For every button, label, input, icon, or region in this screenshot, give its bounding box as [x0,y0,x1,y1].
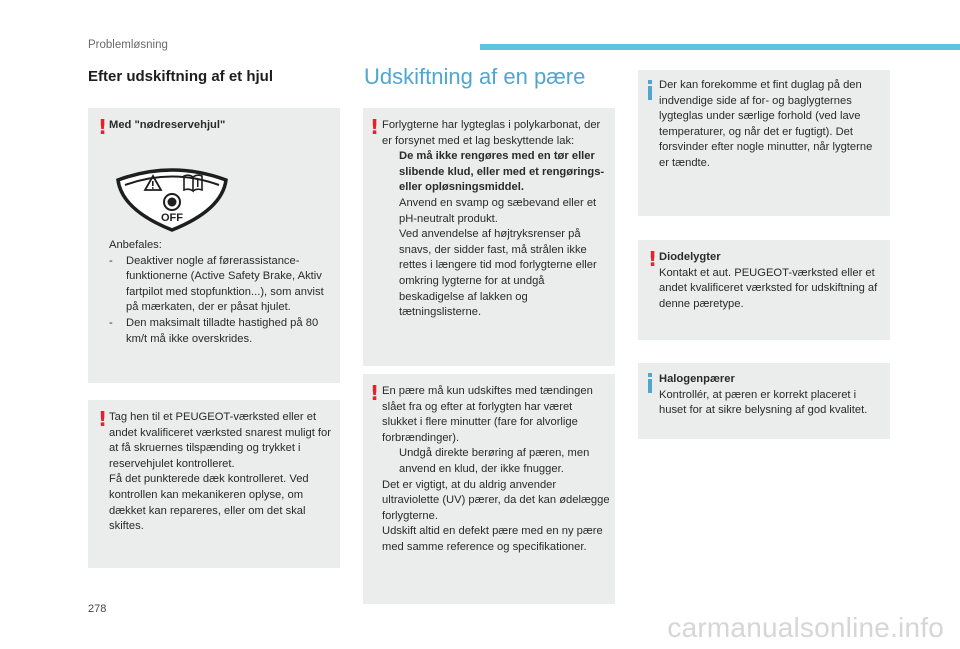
tyre-check-paragraph: Få det punkterede dæk kontrolleret. Ved kontrollen kan mekanikeren oplyse, om dækket kan repareres, eller om det skal skiftes. [109,473,309,533]
bulb-replace-box [363,374,615,604]
workshop-paragraph: Tag hen til et PEUGEOT-værksted eller et andet kvalificeret værksted snarest muligt for at få skruernes tilspænding og trykket i reservehjulet kontrolleret. [109,411,331,470]
header-accent-bar [480,44,960,50]
halogen-box [638,363,890,439]
workshop-check-box [88,400,340,568]
spare-wheel-heading: Med "nødreservehjul" [109,119,226,131]
condensation-text: Der kan forekomme et fint duglag på den indvendige side af for- og baglygternes lygteglas under særlige forhold (ved lave temperaturer, og når det er fugtigt). Det forsvinder efter nogle minutter, når lygterne er tændte. [659,79,873,169]
list-item-text: Deaktiver nogle af førerassistance-funktionerne (Active Safety Brake, Aktiv fartpilot med stopfunktion...), som anvist på mærkaten, der er påsat hjulet. [126,254,324,314]
led-heading: Diodelygter [659,251,721,263]
spare-wheel-box [88,108,340,383]
section-title-bulb: Udskiftning af en pære [364,64,586,89]
led-text: Kontakt et aut. PEUGEOT-værksted eller et andet kvalificeret værksted for udskiftning af denne pæretype. [659,266,878,310]
replace-paragraph: Udskift altid en defekt pære med en ny pære med samme reference og specifikationer. [382,525,603,553]
info-icon [647,373,653,393]
list-marker: - [109,316,113,329]
sticker-off-label: OFF [161,212,183,224]
speed-sticker-illustration [112,158,232,234]
running-header: Problemløsning [88,39,168,51]
list-item-text: Anvend en svamp og sæbevand eller et pH-neutralt produkt. [399,196,597,225]
watermark: carmanualsonline.info [667,612,944,643]
halogen-text: Kontrollér, at pæren er korrekt placeret i huset for at sikre belysning af god kvalitet. [659,388,868,417]
list-item-text: Ved anvendelse af højtryksrenser på snavs, der sidder fast, må strålen ikke rettes i længere tid mod forlygterne eller omkring lygterne for at undgå beskadigelse af lakken og tætningslisterne. [399,228,597,319]
uv-paragraph: Det er vigtigt, at du aldrig anvender ultraviolette (UV) pærer, da det kan ødelægge forlygterne. [382,478,610,522]
list-item [382,446,610,477]
list-item [109,254,333,316]
section-title-wheel: Efter udskiftning af et hjul [88,68,274,85]
halogen-heading: Halogenpærer [659,373,735,385]
bulb-intro: En pære må kun udskiftes med tændingen slået fra og efter at forlygten har været slukket i flere minutter (fare for alvorlige forbrændinger). [382,385,593,444]
exclamation-icon: ! [370,381,380,405]
exclamation-icon: ! [98,115,108,139]
headlamp-lens-box [363,108,615,366]
list-marker: - [109,254,113,267]
exclamation-icon: ! [370,115,380,139]
exclamation-icon: ! [98,407,108,431]
exclamation-icon: ! [648,247,658,271]
page-number: 278 [88,603,107,615]
led-box [638,240,890,340]
lens-intro: Forlygterne har lygteglas i polykarbonat, der er forsynet med et lag beskyttende lak: [382,119,601,147]
list-item [382,149,610,196]
info-icon [647,80,653,100]
list-item [382,227,610,321]
list-item-text: Den maksimalt tilladte hastighed på 80 km/t må ikke overskrides. [126,316,319,345]
list-item-text: Undgå direkte berøring af pæren, men anvend en klud, der ikke fnugger. [399,447,590,475]
recommend-intro: Anbefales: [109,239,162,251]
list-item-text: De må ikke rengøres med en tør eller slibende klud, eller med et rengørings- eller opløsningsmiddel. [399,150,605,194]
condensation-box [638,70,890,216]
list-item [109,316,333,347]
list-item [382,196,610,227]
